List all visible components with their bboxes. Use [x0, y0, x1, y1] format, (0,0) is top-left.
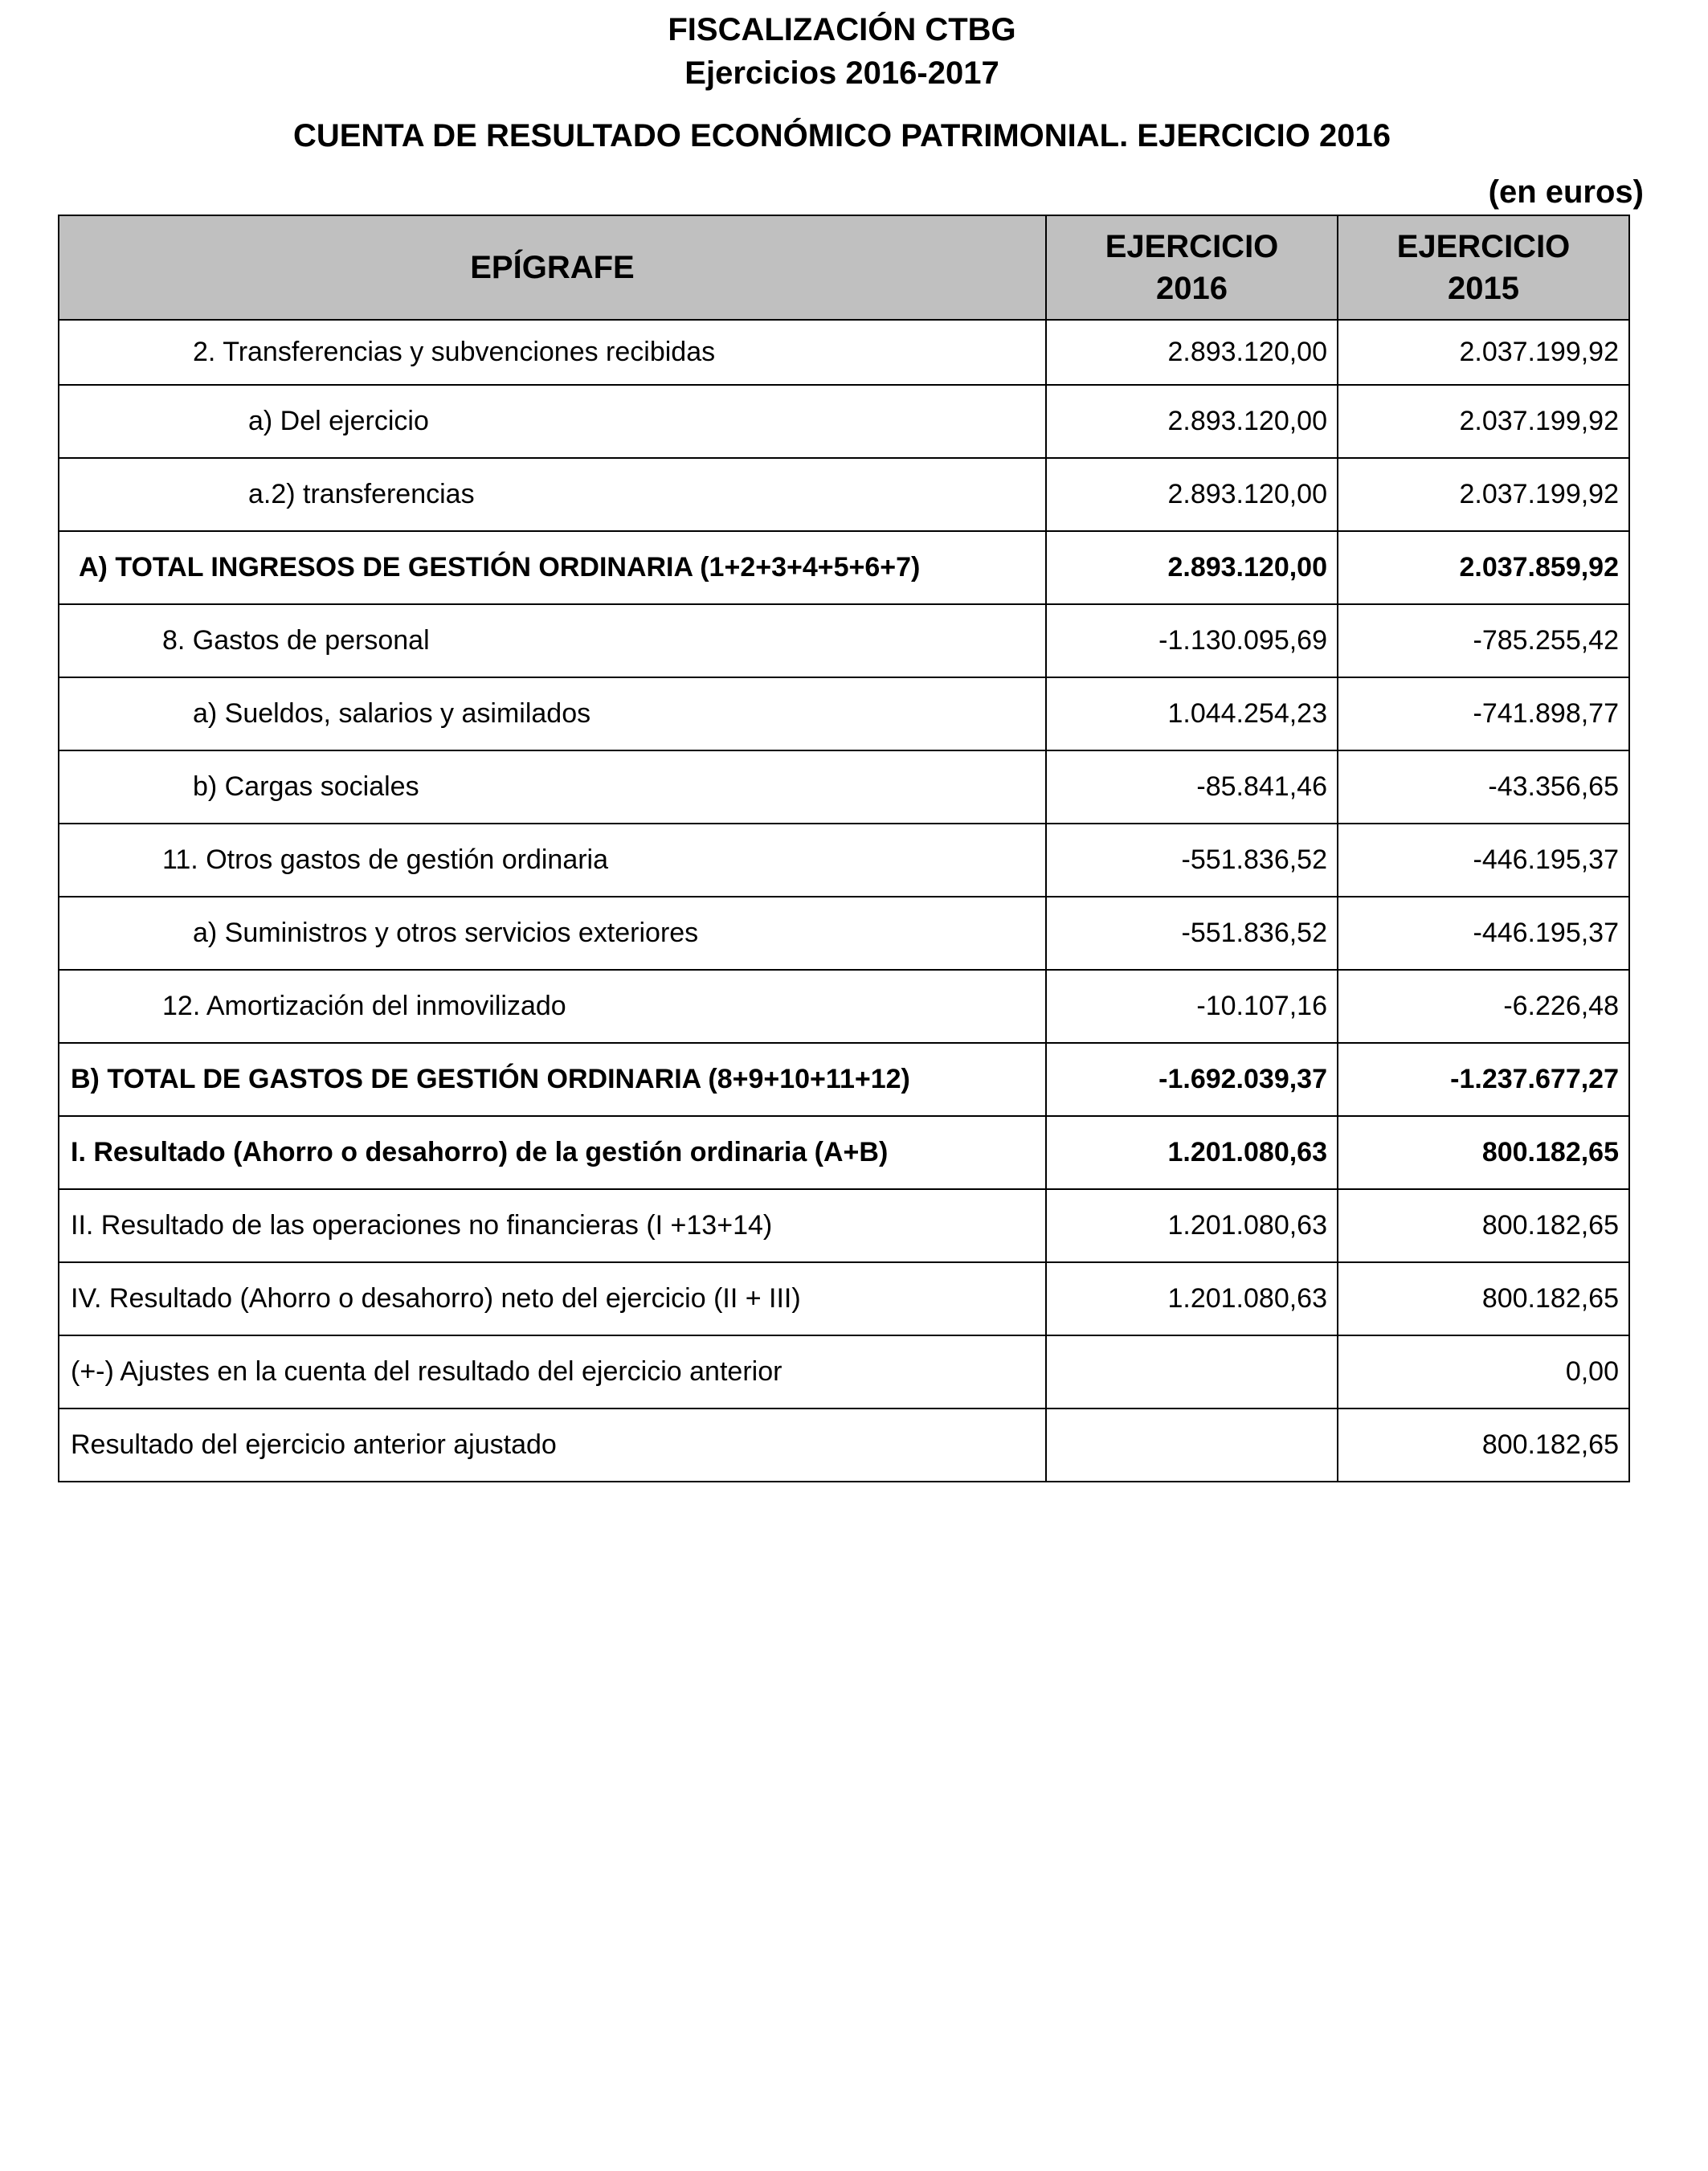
column-header-2016 — [1046, 215, 1338, 320]
table-row — [59, 970, 1629, 1043]
row-label: B) TOTAL DE GASTOS DE GESTIÓN ORDINARIA (8+9+10+11+12) — [59, 1043, 1046, 1116]
column-header-2016-line2: 2016 — [1156, 271, 1228, 306]
row-value-2016 — [1046, 1335, 1338, 1408]
row-label: Resultado del ejercicio anterior ajustado — [59, 1408, 1046, 1482]
row-value-2015: -446.195,37 — [1338, 897, 1629, 970]
row-label: 8. Gastos de personal — [59, 604, 1046, 677]
column-header-2016-line1: EJERCICIO — [1105, 229, 1279, 264]
table-row — [59, 1408, 1629, 1482]
row-value-2016: 2.893.120,00 — [1046, 531, 1338, 604]
document-title: FISCALIZACIÓN CTBG — [668, 12, 1016, 47]
row-value-2015: 800.182,65 — [1338, 1189, 1629, 1262]
row-value-2015: 800.182,65 — [1338, 1262, 1629, 1335]
row-value-2015: -741.898,77 — [1338, 677, 1629, 750]
row-value-2016: 2.893.120,00 — [1046, 385, 1338, 458]
row-value-2015: -446.195,37 — [1338, 824, 1629, 897]
table-row — [59, 458, 1629, 531]
row-label: IV. Resultado (Ahorro o desahorro) neto del ejercicio (II + III) — [59, 1262, 1046, 1335]
column-header-2015-line1: EJERCICIO — [1396, 229, 1571, 264]
row-label: II. Resultado de las operaciones no financieras (I +13+14) — [59, 1189, 1046, 1262]
row-value-2015: 800.182,65 — [1338, 1408, 1629, 1482]
document-subtitle: Ejercicios 2016-2017 — [684, 55, 999, 91]
table-row — [59, 1335, 1629, 1408]
row-label: b) Cargas sociales — [59, 750, 1046, 824]
row-value-2015: 0,00 — [1338, 1335, 1629, 1408]
row-value-2015: -6.226,48 — [1338, 970, 1629, 1043]
table-row — [59, 897, 1629, 970]
row-value-2015: -1.237.677,27 — [1338, 1043, 1629, 1116]
row-value-2016: 2.893.120,00 — [1046, 458, 1338, 531]
column-header-epigrafe-label: EPÍGRAFE — [470, 250, 635, 285]
units-label: (en euros) — [1488, 174, 1644, 210]
row-label: A) TOTAL INGRESOS DE GESTIÓN ORDINARIA (1+2+3+4+5+6+7) — [59, 531, 1046, 604]
row-label: 11. Otros gastos de gestión ordinaria — [59, 824, 1046, 897]
row-label: a) Del ejercicio — [59, 385, 1046, 458]
table-row — [59, 1262, 1629, 1335]
column-header-epigrafe — [59, 215, 1046, 320]
column-header-2015 — [1338, 215, 1629, 320]
row-value-2016: -551.836,52 — [1046, 897, 1338, 970]
table-row — [59, 1189, 1629, 1262]
income-statement-table — [58, 215, 1630, 1482]
row-label: 2. Transferencias y subvenciones recibidas — [59, 320, 1046, 385]
row-value-2016: 1.201.080,63 — [1046, 1116, 1338, 1189]
row-value-2016 — [1046, 1408, 1338, 1482]
table-row — [59, 824, 1629, 897]
row-value-2016: 1.201.080,63 — [1046, 1262, 1338, 1335]
row-value-2016: -1.692.039,37 — [1046, 1043, 1338, 1116]
table-header-row — [59, 215, 1629, 320]
row-value-2016: 1.201.080,63 — [1046, 1189, 1338, 1262]
row-label: (+-) Ajustes en la cuenta del resultado del ejercicio anterior — [59, 1335, 1046, 1408]
document-header — [0, 8, 1684, 157]
table-row — [59, 750, 1629, 824]
row-label: I. Resultado (Ahorro o desahorro) de la gestión ordinaria (A+B) — [59, 1116, 1046, 1189]
row-value-2016: -1.130.095,69 — [1046, 604, 1338, 677]
row-value-2015: 2.037.199,92 — [1338, 320, 1629, 385]
statement-title: CUENTA DE RESULTADO ECONÓMICO PATRIMONIAL. EJERCICIO 2016 — [292, 118, 1391, 153]
row-label: a) Sueldos, salarios y asimilados — [59, 677, 1046, 750]
row-value-2015: 2.037.199,92 — [1338, 458, 1629, 531]
table-row-total-ingresos — [59, 531, 1629, 604]
column-header-2015-line2: 2015 — [1448, 271, 1519, 306]
row-value-2016: -10.107,16 — [1046, 970, 1338, 1043]
row-value-2016: -551.836,52 — [1046, 824, 1338, 897]
row-value-2016: 1.044.254,23 — [1046, 677, 1338, 750]
row-label: a) Suministros y otros servicios exteriores — [59, 897, 1046, 970]
table-row-total-gastos — [59, 1043, 1629, 1116]
row-label: 12. Amortización del inmovilizado — [59, 970, 1046, 1043]
row-value-2015: 2.037.859,92 — [1338, 531, 1629, 604]
row-value-2016: -85.841,46 — [1046, 750, 1338, 824]
row-value-2015: -785.255,42 — [1338, 604, 1629, 677]
row-value-2015: 2.037.199,92 — [1338, 385, 1629, 458]
table-row-resultado-gestion — [59, 1116, 1629, 1189]
row-value-2015: 800.182,65 — [1338, 1116, 1629, 1189]
table-row — [59, 677, 1629, 750]
table-row — [59, 604, 1629, 677]
row-value-2016: 2.893.120,00 — [1046, 320, 1338, 385]
table-row — [59, 385, 1629, 458]
table-row — [59, 320, 1629, 385]
row-value-2015: -43.356,65 — [1338, 750, 1629, 824]
row-label: a.2) transferencias — [59, 458, 1046, 531]
